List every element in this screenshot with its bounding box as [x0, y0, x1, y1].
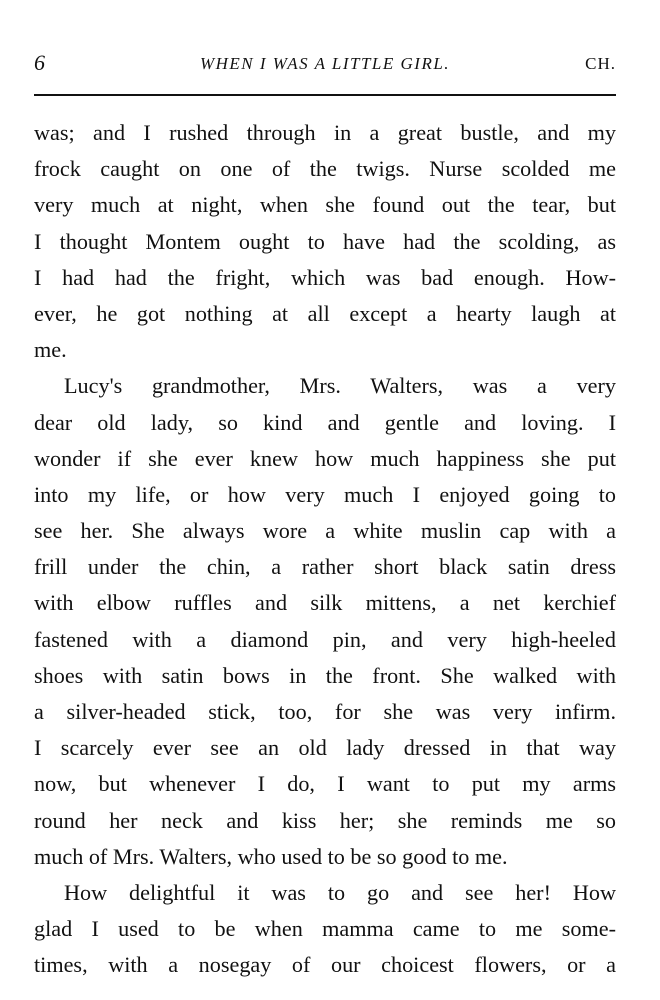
header-rule: [34, 94, 616, 96]
paragraph-2: [34, 368, 616, 875]
text-line: with elbow ruffles and silk mittens, a net kerchief: [34, 590, 616, 616]
running-title: WHEN I WAS A LITTLE GIRL.: [199, 54, 451, 73]
text-line: glad I used to be when mamma came to me some-: [34, 916, 616, 942]
text-line: frill under the chin, a rather short black satin dress: [34, 554, 616, 580]
text-line: I scarcely ever see an old lady dressed in that way: [34, 735, 616, 761]
text-line: How delightful it was to go and see her! How: [64, 879, 616, 905]
text-line: I thought Montem ought to have had the scolding, as: [34, 228, 616, 254]
chapter-abbreviation: CH.: [585, 54, 616, 73]
text-line: shoes with satin bows in the front. She walked with: [34, 662, 616, 688]
text-line: much of Mrs. Walters, who used to be so good to me.: [34, 843, 508, 869]
book-page: [34, 0, 616, 1000]
running-header: [34, 50, 616, 82]
text-line: me.: [34, 337, 67, 363]
text-line: dear old lady, so kind and gentle and loving. I: [34, 409, 616, 435]
text-line: into my life, or how very much I enjoyed going to: [34, 481, 616, 507]
text-line: frock caught on one of the twigs. Nurse scolded me: [34, 156, 616, 182]
text-line: Lucy's grandmother, Mrs. Walters, was a very: [64, 373, 616, 399]
body-text: [34, 115, 616, 984]
text-line: was; and I rushed through in a great bustle, and my: [34, 120, 616, 145]
text-line: fastened with a diamond pin, and very high-heeled: [34, 626, 616, 652]
text-line: see her. She always wore a white muslin cap with a: [34, 518, 616, 544]
paragraph-1: [34, 115, 616, 368]
page-number: 6: [34, 50, 45, 75]
text-line: round her neck and kiss her; she reminds me so: [34, 807, 616, 833]
text-line: wonder if she ever knew how much happiness she put: [34, 445, 616, 471]
text-line: times, with a nosegay of our choicest flowers, or a: [34, 952, 616, 978]
text-line: ever, he got nothing at all except a hearty laugh at: [34, 300, 616, 326]
text-line: very much at night, when she found out the tear, but: [34, 192, 616, 218]
text-line: a silver-headed stick, too, for she was very infirm.: [34, 699, 616, 724]
text-line: now, but whenever I do, I want to put my arms: [34, 771, 616, 797]
text-line: I had had the fright, which was bad enough. How-: [34, 264, 616, 290]
paragraph-3: [34, 875, 616, 984]
